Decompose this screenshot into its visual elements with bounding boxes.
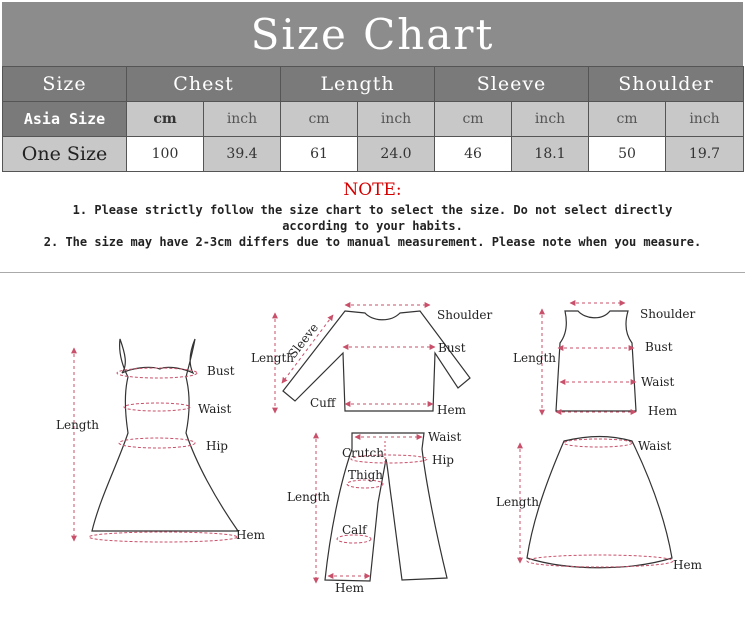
skirt-outline [527, 437, 672, 568]
measurement-diagrams [0, 273, 745, 632]
unit-cell: inch [358, 102, 435, 137]
dress-hem-label: Hem [236, 528, 265, 542]
pants-hip-label: Hip [432, 453, 454, 467]
pants-diagram [287, 430, 461, 595]
header-shoulder: Shoulder [589, 67, 744, 102]
value-cell: 50 [589, 137, 666, 172]
value-cell: 18.1 [512, 137, 589, 172]
value-cell: 61 [281, 137, 358, 172]
pants-waist-label: Waist [428, 430, 462, 444]
header-size: Size [3, 67, 127, 102]
unit-cell: inch [666, 102, 744, 137]
dress-hip-label: Hip [206, 439, 228, 453]
note-line-2: 2. The size may have 2-3cm differs due to manual measurement. Please note when you measure. [43, 235, 702, 249]
unit-cell: cm [281, 102, 358, 137]
skirt-length-label: Length [496, 495, 540, 509]
dress-length-label: Length [56, 418, 100, 432]
shirt-diagram [251, 305, 493, 417]
unit-row [3, 102, 744, 137]
skirt-hem-label: Hem [673, 558, 702, 572]
vest-length-label: Length [513, 351, 557, 365]
value-row [3, 137, 744, 172]
header-chest: Chest [127, 67, 281, 102]
page-title: Size Chart [250, 9, 495, 59]
vest-outline [556, 311, 636, 411]
pants-hem-label: Hem [335, 581, 364, 595]
header-sleeve: Sleeve [435, 67, 589, 102]
size-table [2, 66, 744, 172]
vest-waist-label: Waist [641, 375, 675, 389]
shirt-cuff-label: Cuff [310, 396, 336, 410]
value-cell: 100 [127, 137, 204, 172]
skirt-diagram [496, 437, 703, 573]
vest-hem-label: Hem [648, 404, 677, 418]
skirt-waist-label: Waist [638, 439, 672, 453]
note-block [0, 178, 745, 266]
shirt-bust-label: Bust [438, 341, 466, 355]
dress-waist-label: Waist [198, 402, 232, 416]
vest-diagram [513, 303, 696, 418]
shirt-shoulder-label: Shoulder [437, 308, 493, 322]
unit-cell: cm [127, 102, 204, 137]
unit-cell: inch [204, 102, 281, 137]
unit-cell: inch [512, 102, 589, 137]
dress-diagram [56, 339, 266, 542]
pants-crutch-label: Crutch [342, 446, 384, 460]
pants-thigh-label: Thigh [348, 468, 383, 482]
shirt-sleeve-label: Sleeve [285, 320, 322, 361]
note-line-1: 1. Please strictly follow the size chart to select the size. Do not select directly [72, 203, 673, 217]
pants-length-label: Length [287, 490, 331, 504]
value-cell: 19.7 [666, 137, 744, 172]
title-bar [2, 2, 743, 66]
vest-shoulder-label: Shoulder [640, 307, 696, 321]
one-size-label: One Size [3, 137, 127, 172]
vest-bust-label: Bust [645, 340, 673, 354]
value-cell: 46 [435, 137, 512, 172]
pants-calf-label: Calf [342, 523, 367, 537]
note-title: NOTE: [343, 180, 402, 200]
header-row [3, 67, 744, 102]
asia-size-label: Asia Size [3, 102, 127, 137]
unit-cell: cm [589, 102, 666, 137]
value-cell: 39.4 [204, 137, 281, 172]
note-line-1b: according to your habits. [282, 219, 463, 233]
dress-bust-label: Bust [207, 364, 235, 378]
value-cell: 24.0 [358, 137, 435, 172]
shirt-hem-label: Hem [437, 403, 466, 417]
unit-cell: cm [435, 102, 512, 137]
header-length: Length [281, 67, 435, 102]
shirt-length-label: Length [251, 351, 295, 365]
